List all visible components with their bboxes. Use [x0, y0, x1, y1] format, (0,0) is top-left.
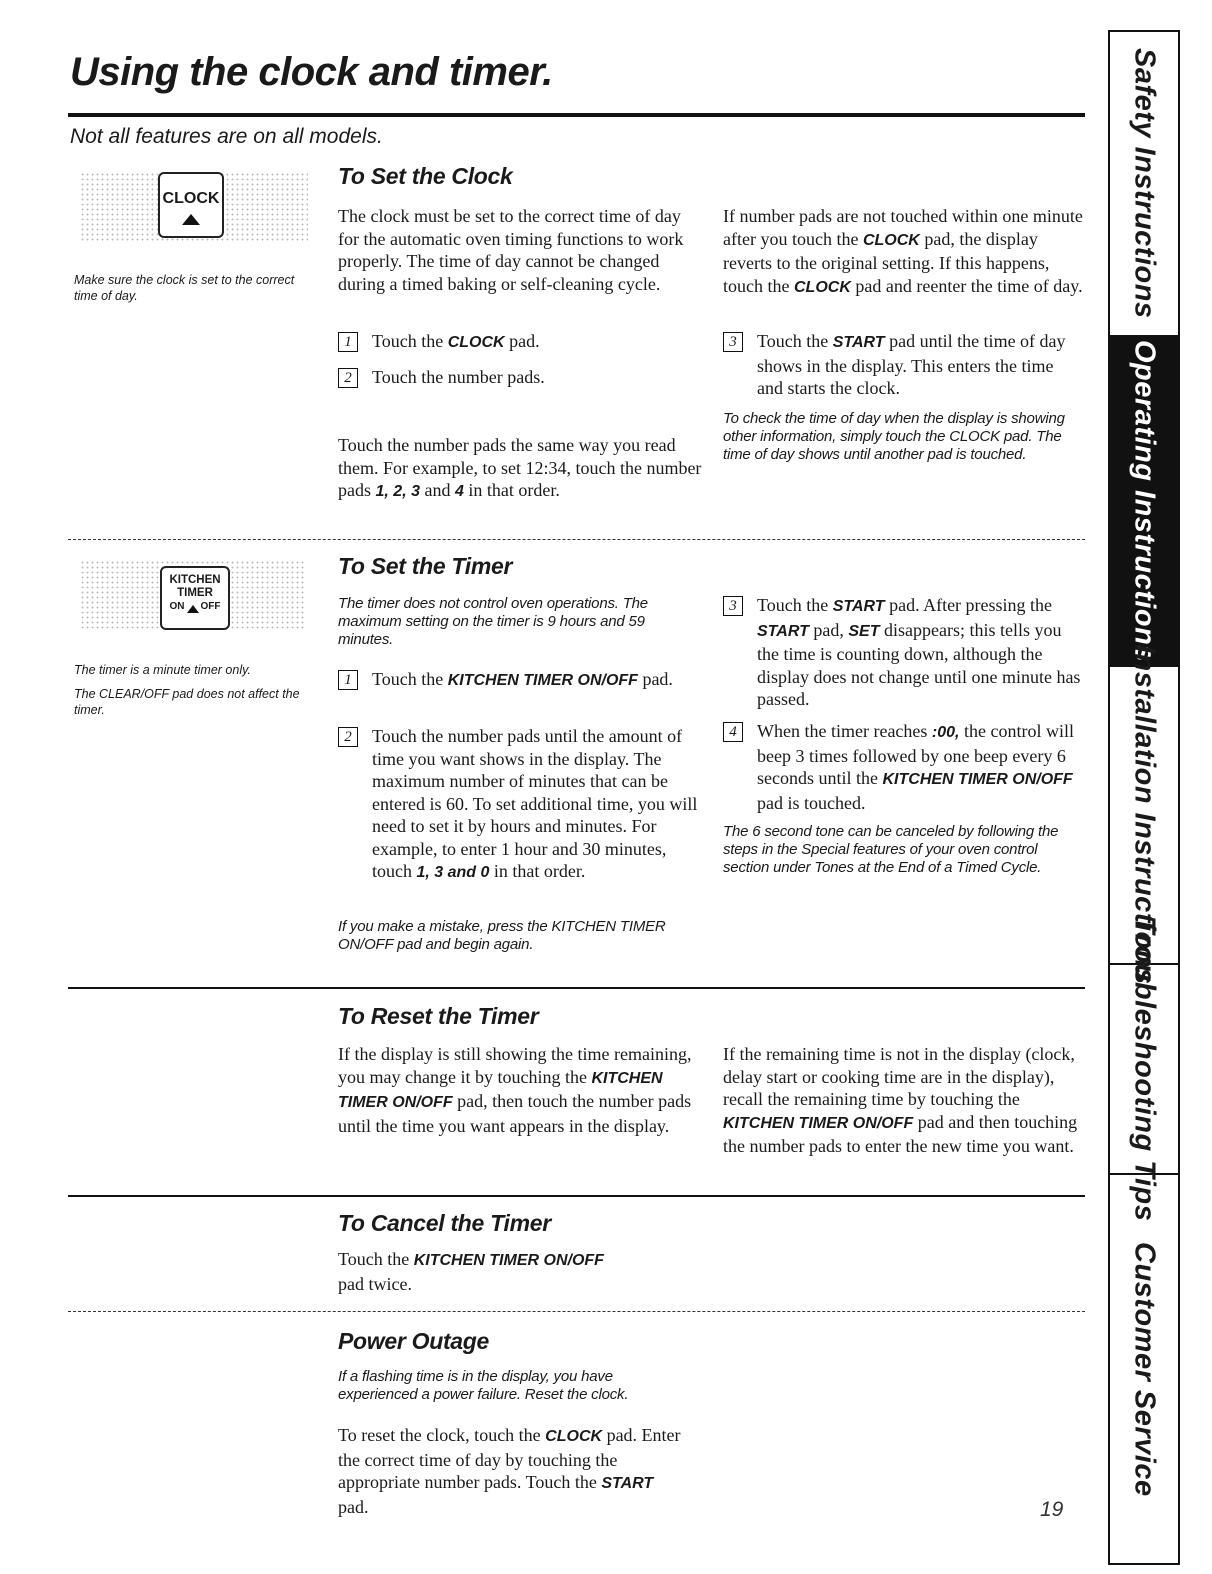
set-clock-step-2 [338, 366, 703, 389]
section-divider [68, 539, 1085, 540]
set-clock-intro: The clock must be set to the correct time of day for the automatic oven timing functions to work properly. The time of day cannot be changed during a timed baking or self-cleaning cycle. [338, 206, 684, 294]
tab-safety-instructions[interactable] [1110, 32, 1178, 337]
title-rule [68, 113, 1085, 117]
power-outage-heading: Power Outage [338, 1328, 490, 1354]
power-outage-note: If a flashing time is in the display, you have experienced a power failure. Reset the clock. [338, 1368, 629, 1403]
step-text: Touch the CLOCK pad. [372, 331, 540, 351]
set-timer-step-4 [723, 720, 1083, 814]
set-timer-step-2 [338, 725, 698, 885]
tab-label: Installation Instructions [1128, 645, 1161, 985]
tab-troubleshooting-tips[interactable] [1110, 916, 1178, 1222]
pad-label-timer: TIMER [177, 587, 213, 599]
set-clock-step-1 [338, 330, 703, 355]
triangle-up-icon [187, 605, 199, 613]
set-timer-mistake-note: If you make a mistake, press the KITCHEN TIMER ON/OFF pad and begin again. [338, 918, 666, 953]
step-text: Touch the number pads until the amount of time you want shows in the display. The maximum number of minutes that can be entered is 60. To set additional time, you will need to set it by hours and minutes. For example, to enter 1 hour and 30 minutes, touch 1, 3 and 0 in that order. [372, 726, 698, 881]
reset-timer-left-text: If the display is still showing the time remaining, you may change it by touching the KITCHEN TIMER ON/OFF pad, then touch the number pads until the time you want appears in the display. [338, 1044, 692, 1136]
reset-timer-heading: To Reset the Timer [338, 1003, 539, 1029]
set-clock-example: Touch the number pads the same way you read them. For example, to set 12:34, touch the number pads 1, 2, 3 and 4 in that order. [338, 435, 702, 500]
set-clock-note: To check the time of day when the display is showing other information, simply touch the CLOCK pad. The time of day shows until another pad is touched. [723, 410, 1065, 463]
step-number: 4 [723, 722, 743, 742]
kitchen-timer-pad [160, 566, 230, 630]
set-timer-step-1 [338, 668, 698, 693]
set-clock-right-text: If number pads are not touched within one minute after you touch the CLOCK pad, the display reverts to the original setting. If this happens, touch the CLOCK pad and reenter the time of day. [723, 206, 1083, 296]
pad-on-off-row [162, 600, 228, 613]
triangle-up-icon [182, 214, 200, 225]
page-number: 19 [1040, 1498, 1064, 1521]
set-timer-intro: The timer does not control oven operations. The maximum setting on the timer is 9 hours and 59 minutes. [338, 595, 648, 648]
set-clock-heading: To Set the Clock [338, 163, 513, 189]
clock-pad-label: CLOCK [162, 190, 220, 207]
tab-label: Troubleshooting Tips [1128, 916, 1161, 1222]
step-number: 3 [723, 596, 743, 616]
step-number: 2 [338, 727, 358, 747]
timer-caption-1: The timer is a minute timer only. [74, 663, 251, 677]
timer-pad-illustration [80, 560, 305, 630]
clock-pad [158, 172, 224, 238]
tab-label: Safety Instructions [1128, 48, 1161, 319]
step-text: Touch the KITCHEN TIMER ON/OFF pad. [372, 669, 673, 689]
page-title: Using the clock and timer. [70, 50, 553, 94]
set-timer-tone-note: The 6 second tone can be canceled by following the steps in the Special features of your oven control section under Tones at the End of a Timed Cycle. [723, 823, 1059, 876]
pad-label-on: ON [169, 601, 185, 612]
page-subtitle: Not all features are on all models. [70, 125, 383, 148]
section-divider [68, 1195, 1085, 1197]
timer-caption-2: The CLEAR/OFF pad does not affect the timer. [74, 687, 300, 717]
step-number: 2 [338, 368, 358, 388]
step-number: 3 [723, 332, 743, 352]
tab-label: Operating Instructions [1128, 340, 1161, 662]
step-number: 1 [338, 670, 358, 690]
set-timer-heading: To Set the Timer [338, 553, 513, 579]
pad-label-off: OFF [200, 601, 221, 612]
pad-label-kitchen: KITCHEN [169, 574, 221, 586]
section-divider [68, 987, 1085, 989]
step-text: Touch the number pads. [372, 367, 545, 387]
power-outage-text: To reset the clock, touch the CLOCK pad. Enter the correct time of day by touching the appropriate number pads. Touch the START pad. [338, 1425, 681, 1517]
step-text: Touch the START pad. After pressing the START pad, SET disappears; this tells you the time is counting down, although the display does not change until one minute has passed. [757, 595, 1081, 709]
section-tab-bar [1108, 30, 1180, 1565]
step-number: 1 [338, 332, 358, 352]
step-text: Touch the START pad until the time of day shows in the display. This enters the time and starts the clock. [757, 331, 1066, 398]
cancel-timer-text: Touch the KITCHEN TIMER ON/OFF pad twice. [338, 1249, 604, 1294]
set-clock-step-3 [723, 330, 1083, 400]
tab-operating-instructions[interactable] [1110, 337, 1178, 667]
cancel-timer-heading: To Cancel the Timer [338, 1210, 551, 1236]
clock-pad-illustration [80, 172, 308, 242]
set-timer-step-3 [723, 594, 1083, 711]
clock-caption: Make sure the clock is set to the correct time of day. [74, 273, 295, 303]
tab-customer-service[interactable] [1110, 1175, 1178, 1563]
tab-label: Customer Service [1128, 1241, 1161, 1497]
reset-timer-right-text: If the remaining time is not in the display (clock, delay start or cooking time are in the display), recall the remaining time by touching the KITCHEN TIMER ON/OFF pad and then touching the number pads to enter the new time you want. [723, 1044, 1078, 1156]
step-text: When the timer reaches :00, the control will beep 3 times followed by one beep every 6 seconds until the KITCHEN TIMER ON/OFF pad is touched. [757, 721, 1074, 813]
section-divider [68, 1311, 1085, 1312]
